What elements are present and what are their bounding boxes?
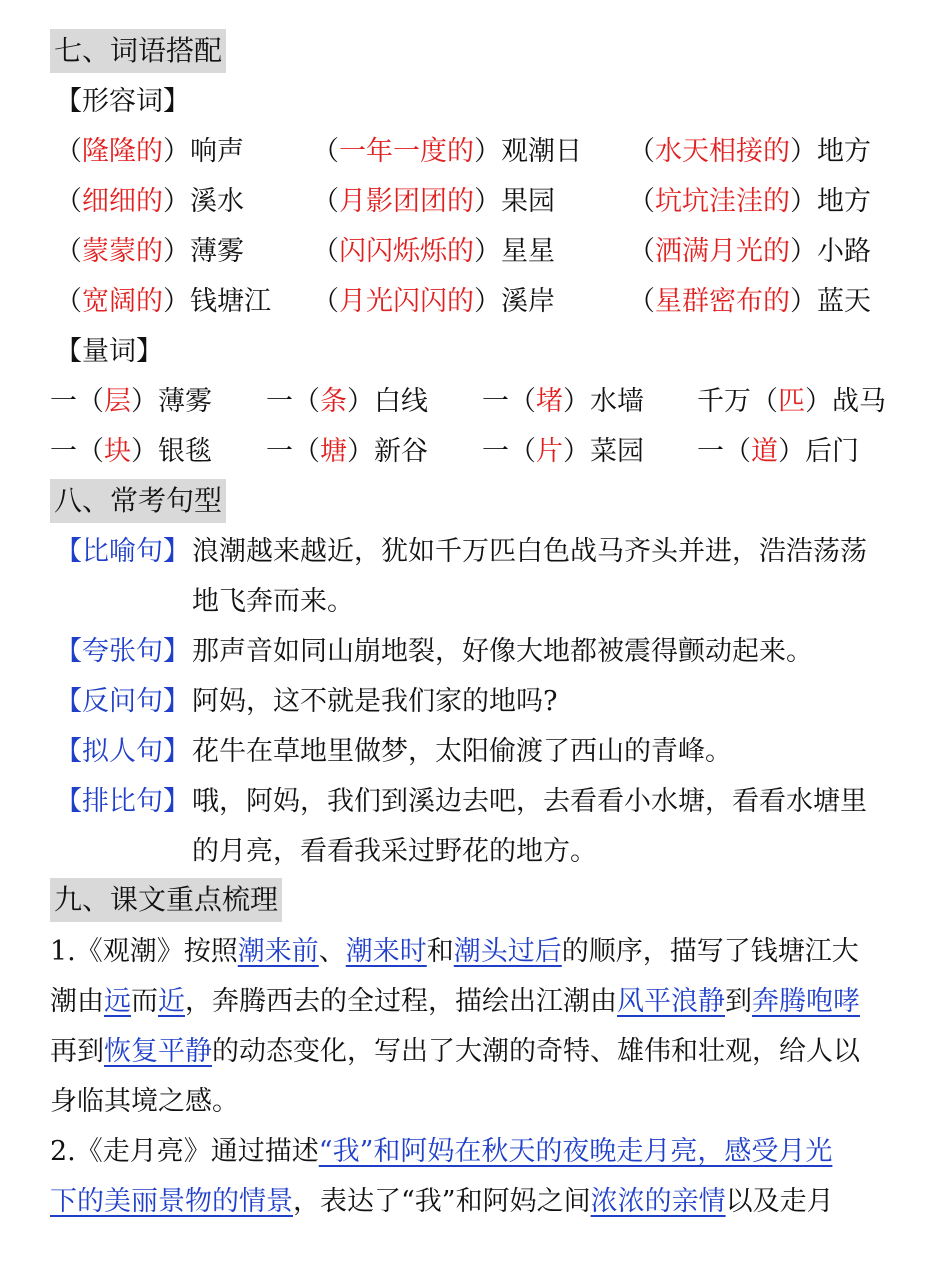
adj-item: （闪闪烁烁的）星星 [312,236,555,267]
adjective-header: 【形容词】 [55,86,190,117]
key-phrase: 奔腾咆哮 [752,986,860,1017]
measure-word-header: 【量词】 [55,336,163,367]
sentence-text: 浪潮越来越近，犹如千万匹白色战马齐头并进，浩浩荡荡 [192,536,867,567]
adj-item: （隆隆的）响声 [55,136,244,167]
mw-item: 千万（匹）战马 [697,386,886,417]
sentence-text: 阿妈，这不就是我们家的地吗? [192,686,558,717]
key-phrase: 浓浓的亲情 [590,1186,726,1217]
sentence-label: 【比喻句】 [55,536,190,567]
adj-item: （洒满月光的）小路 [628,236,871,267]
mw-item: 一（片）菜园 [482,436,644,467]
adj-item: （宽阔的）钱塘江 [55,286,271,317]
sentence-text: 哦，阿妈，我们到溪边去吧，去看看小水塘，看看水塘里 [192,786,867,817]
adj-item: （月影团团的）果园 [312,186,555,217]
sentence-label: 【反问句】 [55,686,190,717]
sentence-label: 【拟人句】 [55,736,190,767]
summary-line: 1.《观潮》按照潮来前、潮来时和潮头过后的顺序，描写了钱塘江大 [50,936,859,967]
adj-item: （一年一度的）观潮日 [312,136,582,167]
section-9-title: 九、课文重点梳理 [50,878,282,922]
key-phrase: “我”和阿妈在秋天的夜晚走月亮，感受月光 [318,1136,833,1167]
sentence-text: 的月亮，看看我采过野花的地方。 [192,836,597,867]
sentence-text: 地飞奔而来。 [192,586,354,617]
adj-item: （蒙蒙的）薄雾 [55,236,244,267]
key-phrase: 下的美丽景物的情景 [50,1186,293,1217]
mw-item: 一（堵）水墙 [482,386,644,417]
key-phrase: 近 [158,986,185,1017]
adj-item: （坑坑洼洼的）地方 [628,186,871,217]
section-7-title: 七、词语搭配 [50,29,226,73]
sentence-label: 【夸张句】 [55,636,190,667]
section-8-title: 八、常考句型 [50,479,226,523]
mw-item: 一（道）后门 [697,436,859,467]
sentence-text: 那声音如同山崩地裂，好像大地都被震得颤动起来。 [192,636,813,667]
adj-item: （星群密布的）蓝天 [628,286,871,317]
summary-line: 再到恢复平静的动态变化，写出了大潮的奇特、雄伟和壮观，给人以 [50,1036,860,1067]
key-phrase: 潮来时 [345,936,427,967]
sentence-label: 【排比句】 [55,786,190,817]
sentence-text: 花牛在草地里做梦，太阳偷渡了西山的青峰。 [192,736,732,767]
summary-line: 下的美丽景物的情景，表达了“我”和阿妈之间浓浓的亲情以及走月 [50,1186,834,1217]
mw-item: 一（条）白线 [266,386,428,417]
mw-item: 一（层）薄雾 [50,386,212,417]
adj-item: （水天相接的）地方 [628,136,871,167]
key-phrase: 风平浪静 [617,986,725,1017]
mw-item: 一（塘）新谷 [266,436,428,467]
summary-line: 身临其境之感。 [50,1086,239,1117]
key-phrase: 恢复平静 [104,1036,212,1067]
key-phrase: 潮头过后 [453,936,562,967]
summary-line: 2.《走月亮》通过描述“我”和阿妈在秋天的夜晚走月亮，感受月光 [50,1136,833,1167]
adj-item: （月光闪闪的）溪岸 [312,286,555,317]
key-phrase: 潮来前 [237,936,319,967]
key-phrase: 远 [104,986,131,1017]
summary-line: 潮由远而近，奔腾西去的全过程，描绘出江潮由风平浪静到奔腾咆哮 [50,986,860,1017]
mw-item: 一（块）银毯 [50,436,212,467]
adj-item: （细细的）溪水 [55,186,244,217]
